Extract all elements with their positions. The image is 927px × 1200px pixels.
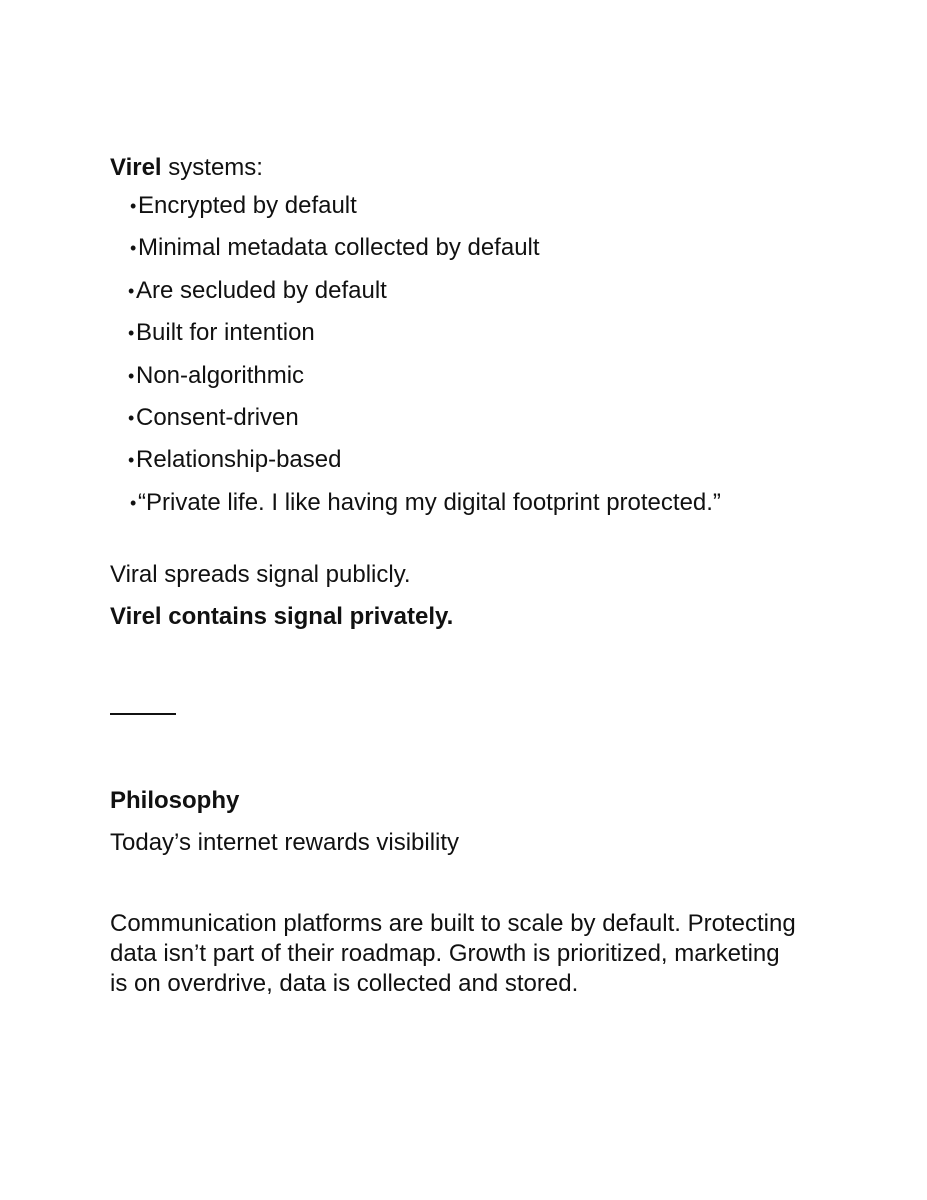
- intro-rest: systems:: [161, 154, 263, 181]
- bullet-text: Minimal metadata collected by default: [138, 234, 540, 262]
- bullet-item: [110, 485, 890, 527]
- bullet-item: [110, 230, 890, 272]
- philosophy-subline: Today’s internet rewards visibility: [110, 829, 460, 857]
- systems-bullet-list: [110, 188, 890, 527]
- bullet-text: Encrypted by default: [138, 192, 357, 219]
- philosophy-paragraph: Communication platforms are built to scale by default. Protecting data isn’t part of their roadmap. Growth is prioritized, marketing is on overdrive, data is collected and stored.: [110, 910, 796, 998]
- bullet-item: [110, 442, 890, 484]
- bullet-text: Built for intention: [136, 319, 315, 347]
- bullet-item: [110, 188, 890, 230]
- bullet-item: [110, 358, 890, 400]
- bullet-dot-icon: •: [130, 238, 137, 259]
- bullet-dot-icon: •: [128, 407, 135, 428]
- bullet-text: Relationship-based: [136, 446, 342, 474]
- bullet-text: Non-algorithmic: [136, 361, 305, 389]
- bullet-text: “Private life. I like having my digital footprint protected.”: [138, 488, 721, 516]
- bullet-text: Consent-driven: [136, 403, 299, 431]
- virel-statement: Virel contains signal privately.: [110, 603, 454, 631]
- bullet-item: [110, 273, 890, 315]
- bullet-dot-icon: •: [130, 492, 137, 513]
- bullet-text: Are secluded by default: [136, 276, 387, 304]
- bullet-dot-icon: •: [128, 450, 135, 471]
- bullet-item: [110, 400, 890, 442]
- brand-name: Virel: [110, 154, 162, 181]
- document-page: [110, 150, 890, 999]
- section-divider: [110, 713, 176, 715]
- bullet-dot-icon: •: [128, 280, 135, 301]
- contrast-block: [110, 557, 890, 641]
- bullet-item: [110, 315, 890, 357]
- bullet-dot-icon: •: [128, 323, 135, 344]
- viral-statement: Viral spreads signal publicly.: [110, 561, 411, 589]
- intro-line: [110, 150, 890, 188]
- bullet-dot-icon: •: [130, 196, 137, 216]
- bullet-dot-icon: •: [128, 365, 135, 386]
- philosophy-heading: Philosophy: [110, 787, 240, 815]
